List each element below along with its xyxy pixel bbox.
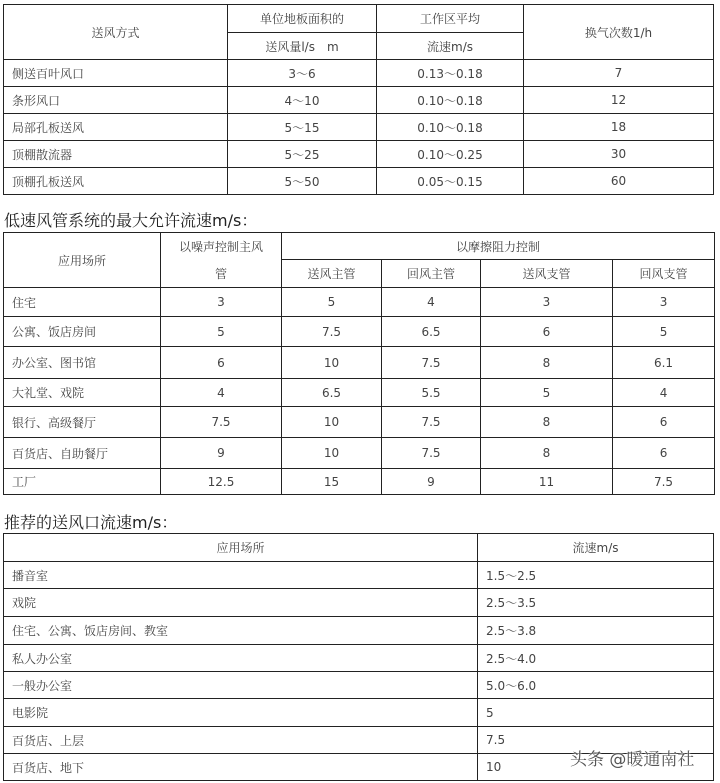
noise-cell: 5 xyxy=(161,317,282,347)
place-cell: 公寓、饭店房间 xyxy=(4,317,161,347)
table-row xyxy=(4,407,715,438)
supply-cell: 5～50 xyxy=(228,168,377,195)
velocity-cell: 7.5 xyxy=(478,727,714,754)
velocity-cell: 0.10～0.18 xyxy=(377,87,524,114)
velocity-cell: 5.0～6.0 xyxy=(478,672,714,699)
return-main-cell: 7.5 xyxy=(382,438,481,469)
place-cell: 私人办公室 xyxy=(4,645,478,672)
table-row xyxy=(4,589,714,617)
return-main-cell: 6.5 xyxy=(382,317,481,347)
supply-cell: 3～6 xyxy=(228,60,377,87)
velocity-cell: 0.10～0.25 xyxy=(377,141,524,168)
header-method: 送风方式 xyxy=(4,5,228,60)
changes-cell: 30 xyxy=(524,141,714,168)
supply-cell: 5～25 xyxy=(228,141,377,168)
method-cell: 侧送百叶风口 xyxy=(4,60,228,87)
return-branch-cell: 5 xyxy=(613,317,715,347)
header-return-main: 回风主管 xyxy=(382,260,481,288)
supply-main-cell: 5 xyxy=(282,288,382,317)
supply-branch-cell: 5 xyxy=(481,379,613,407)
velocity-cell: 2.5～3.5 xyxy=(478,589,714,617)
table-row xyxy=(4,87,714,114)
return-main-cell: 7.5 xyxy=(382,347,481,379)
return-main-cell: 5.5 xyxy=(382,379,481,407)
table-row xyxy=(4,699,714,727)
place-cell: 一般办公室 xyxy=(4,672,478,699)
place-cell: 工厂 xyxy=(4,469,161,495)
method-cell: 顶棚散流器 xyxy=(4,141,228,168)
velocity-cell: 5 xyxy=(478,699,714,727)
air-supply-method-table xyxy=(3,4,714,195)
velocity-cell: 2.5～4.0 xyxy=(478,645,714,672)
return-main-cell: 7.5 xyxy=(382,407,481,438)
place-cell: 大礼堂、戏院 xyxy=(4,379,161,407)
place-cell: 银行、高级餐厅 xyxy=(4,407,161,438)
watermark: 头条 @暖通南社 xyxy=(570,750,695,770)
supply-cell: 4～10 xyxy=(228,87,377,114)
method-cell: 条形风口 xyxy=(4,87,228,114)
supply-branch-cell: 8 xyxy=(481,407,613,438)
table-row xyxy=(4,141,714,168)
changes-cell: 7 xyxy=(524,60,714,87)
velocity-cell: 1.5～2.5 xyxy=(478,562,714,589)
table-row xyxy=(4,617,714,645)
table-row xyxy=(4,438,715,469)
header-floor-area-line1: 单位地板面积的 xyxy=(228,5,377,33)
supply-branch-cell: 6 xyxy=(481,317,613,347)
noise-cell: 6 xyxy=(161,347,282,379)
velocity-cell: 0.13～0.18 xyxy=(377,60,524,87)
header-work-zone-line1: 工作区平均 xyxy=(377,5,524,33)
place-cell: 住宅 xyxy=(4,288,161,317)
supply-main-cell: 7.5 xyxy=(282,317,382,347)
return-branch-cell: 6.1 xyxy=(613,347,715,379)
supply-cell: 5～15 xyxy=(228,114,377,141)
supply-branch-cell: 3 xyxy=(481,288,613,317)
return-branch-cell: 6 xyxy=(613,407,715,438)
method-cell: 局部孔板送风 xyxy=(4,114,228,141)
place-cell: 百货店、地下 xyxy=(4,754,478,781)
header-noise-line2: 管 xyxy=(161,260,282,288)
velocity-cell: 2.5～3.8 xyxy=(478,617,714,645)
header-return-branch: 回风支管 xyxy=(613,260,715,288)
header-work-zone-line2: 流速m/s xyxy=(377,33,524,60)
outlet-velocity-title: 推荐的送风口流速m/s： xyxy=(4,513,178,532)
table-row xyxy=(4,562,714,589)
header-place: 应用场所 xyxy=(4,233,161,288)
table-row xyxy=(4,317,715,347)
return-branch-cell: 6 xyxy=(613,438,715,469)
table-row xyxy=(4,672,714,699)
header-place: 应用场所 xyxy=(4,534,478,562)
table-row xyxy=(4,379,715,407)
header-floor-area-line2: 送风量l/s m xyxy=(228,33,377,60)
return-branch-cell: 4 xyxy=(613,379,715,407)
changes-cell: 18 xyxy=(524,114,714,141)
table-row xyxy=(4,469,715,495)
supply-main-cell: 10 xyxy=(282,438,382,469)
supply-main-cell: 10 xyxy=(282,347,382,379)
supply-branch-cell: 8 xyxy=(481,347,613,379)
place-cell: 电影院 xyxy=(4,699,478,727)
supply-main-cell: 10 xyxy=(282,407,382,438)
table-row xyxy=(4,645,714,672)
table-row xyxy=(4,288,715,317)
place-cell: 住宅、公寓、饭店房间、教室 xyxy=(4,617,478,645)
header-friction: 以摩擦阻力控制 xyxy=(282,233,715,260)
supply-branch-cell: 8 xyxy=(481,438,613,469)
place-cell: 戏院 xyxy=(4,589,478,617)
velocity-cell: 0.10～0.18 xyxy=(377,114,524,141)
table-row xyxy=(4,168,714,195)
changes-cell: 60 xyxy=(524,168,714,195)
table-row xyxy=(4,347,715,379)
return-branch-cell: 3 xyxy=(613,288,715,317)
place-cell: 百货店、自助餐厅 xyxy=(4,438,161,469)
duct-velocity-title: 低速风管系统的最大允许流速m/s： xyxy=(4,211,258,230)
header-supply-branch: 送风支管 xyxy=(481,260,613,288)
changes-cell: 12 xyxy=(524,87,714,114)
header-velocity: 流速m/s xyxy=(478,534,714,562)
return-main-cell: 9 xyxy=(382,469,481,495)
supply-main-cell: 6.5 xyxy=(282,379,382,407)
header-supply-main: 送风主管 xyxy=(282,260,382,288)
velocity-cell: 0.05～0.15 xyxy=(377,168,524,195)
place-cell: 播音室 xyxy=(4,562,478,589)
table-row xyxy=(4,114,714,141)
duct-velocity-table xyxy=(3,232,715,495)
return-branch-cell: 7.5 xyxy=(613,469,715,495)
noise-cell: 4 xyxy=(161,379,282,407)
return-main-cell: 4 xyxy=(382,288,481,317)
supply-main-cell: 15 xyxy=(282,469,382,495)
place-cell: 办公室、图书馆 xyxy=(4,347,161,379)
noise-cell: 9 xyxy=(161,438,282,469)
noise-cell: 7.5 xyxy=(161,407,282,438)
noise-cell: 3 xyxy=(161,288,282,317)
header-noise-line1: 以噪声控制主风 xyxy=(161,233,282,260)
supply-branch-cell: 11 xyxy=(481,469,613,495)
method-cell: 顶棚孔板送风 xyxy=(4,168,228,195)
place-cell: 百货店、上层 xyxy=(4,727,478,754)
outlet-velocity-table xyxy=(3,533,714,781)
noise-cell: 12.5 xyxy=(161,469,282,495)
header-air-changes: 换气次数1/h xyxy=(524,5,714,60)
table-row xyxy=(4,60,714,87)
velocity-cell: 10 xyxy=(478,754,714,781)
